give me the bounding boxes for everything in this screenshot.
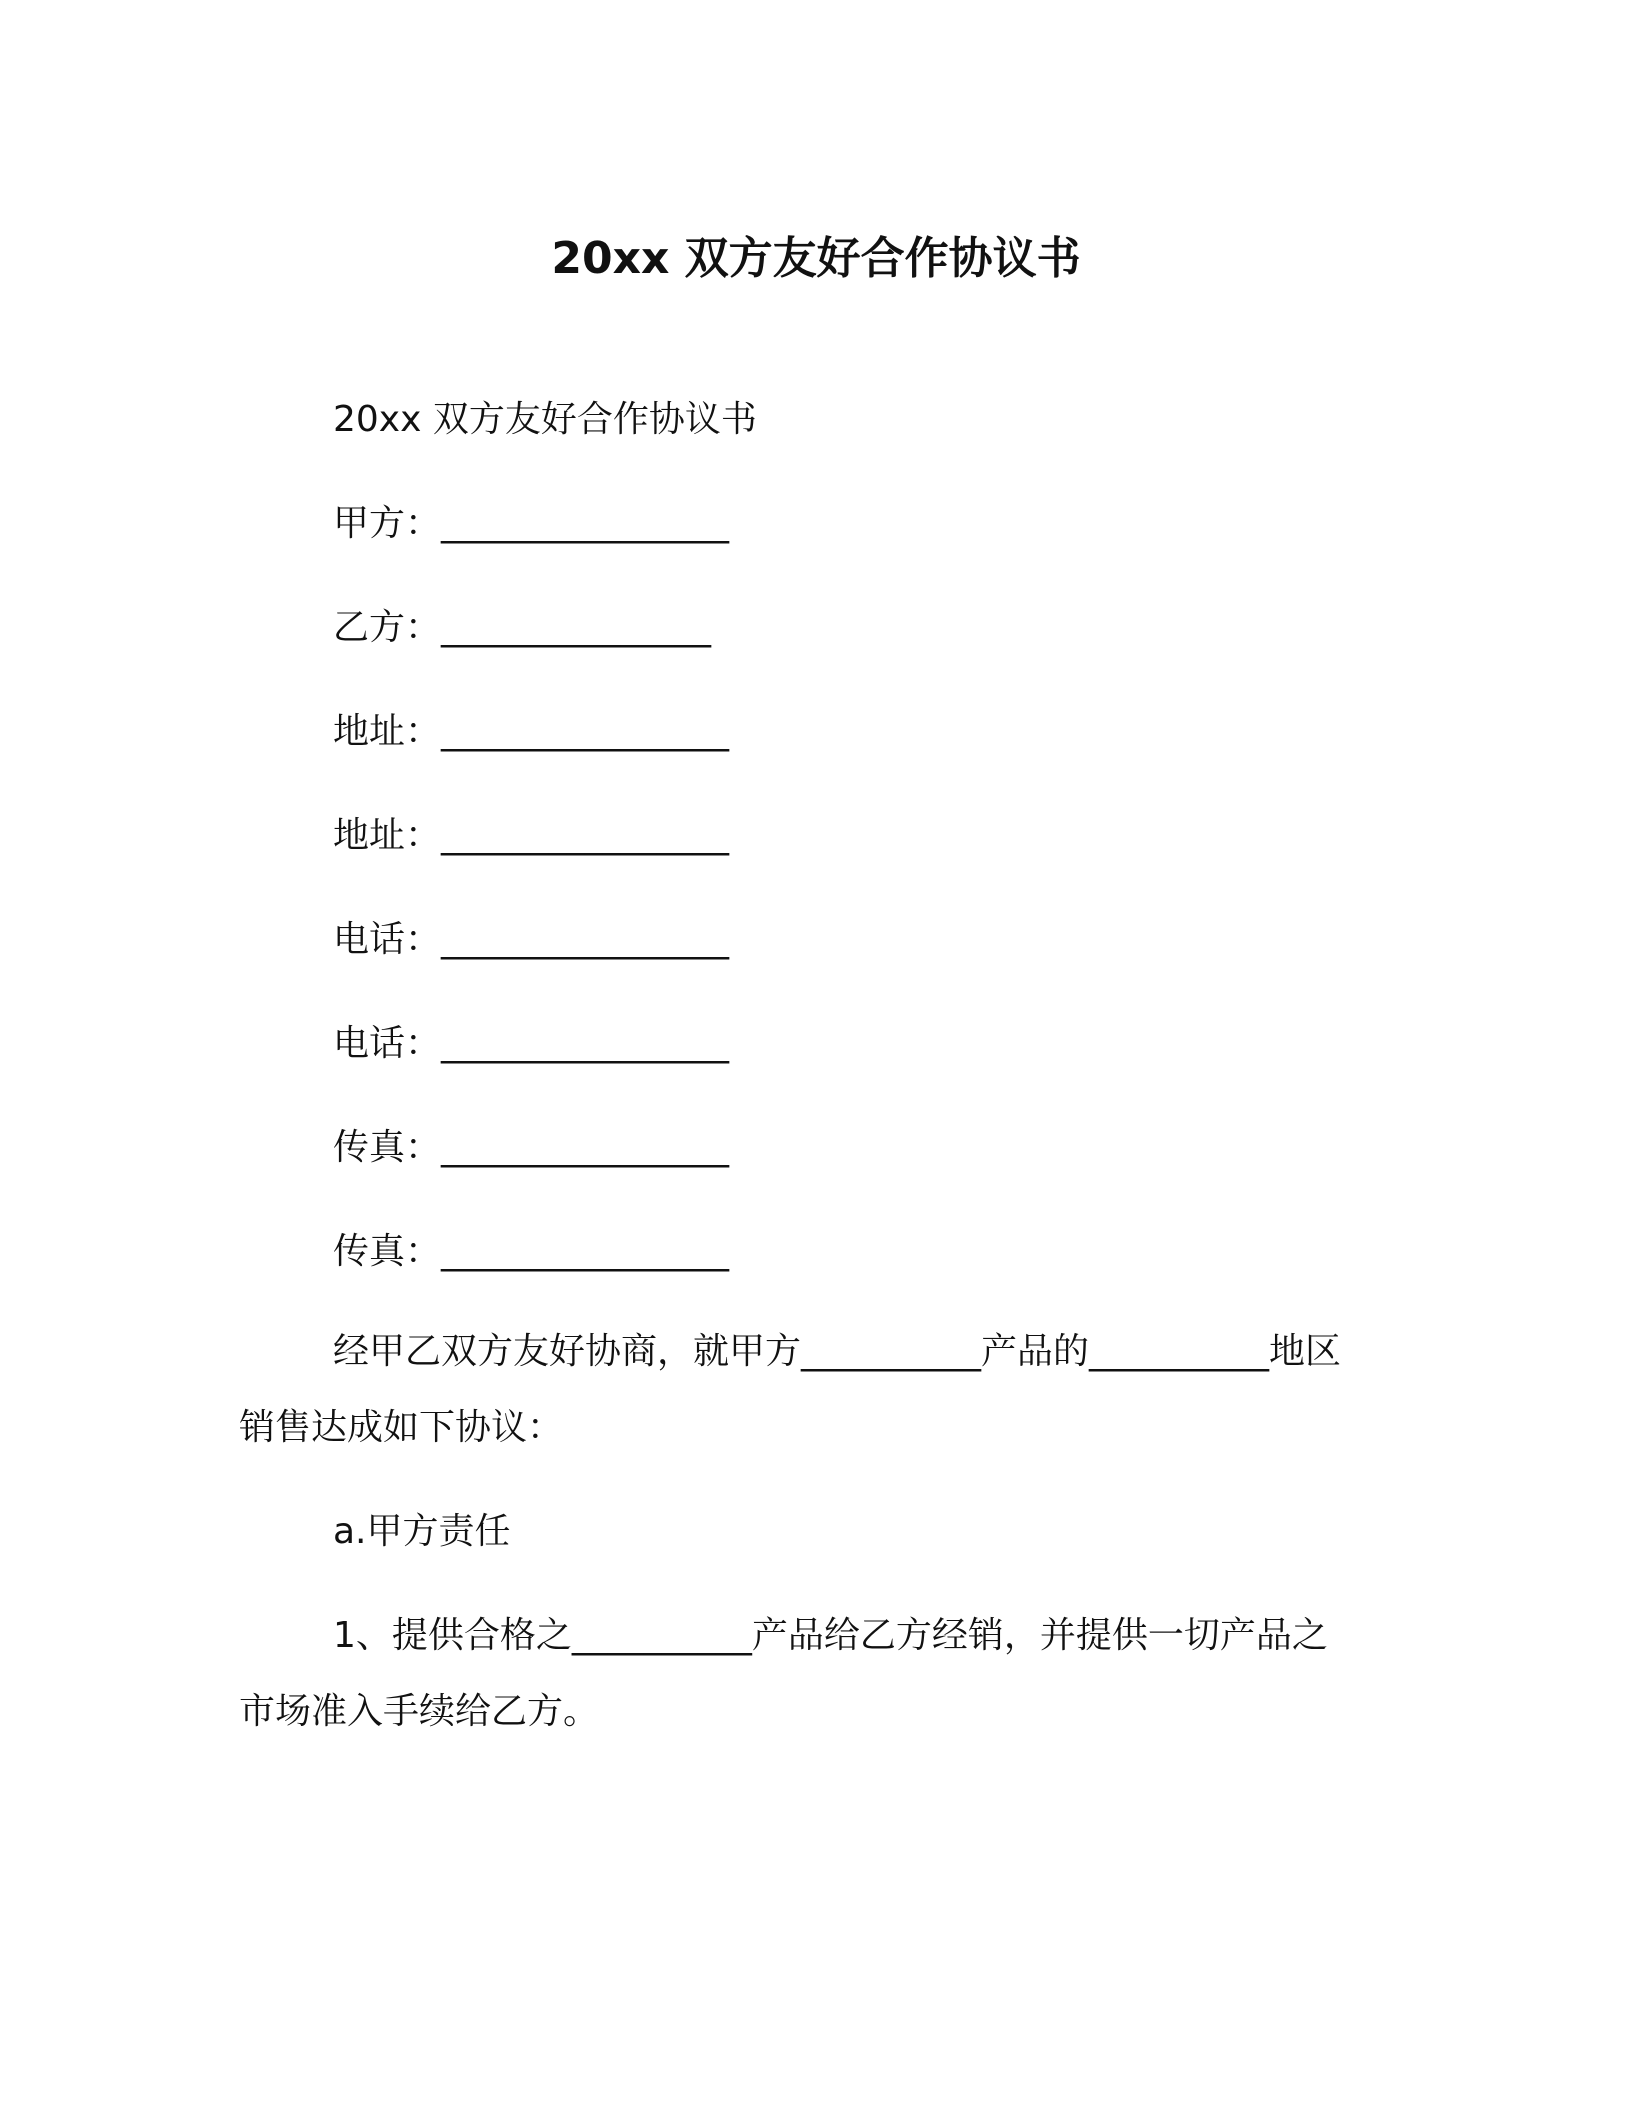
clause-1-line1 (333, 1614, 1328, 1658)
field-label: 地址： (333, 711, 442, 752)
field-party-b (333, 606, 711, 650)
intro-blank: __________ (801, 1331, 982, 1372)
field-blank: ________________ (441, 1023, 730, 1064)
clause-text: 产品给乙方经销，并提供一切产品之 (751, 1615, 1328, 1656)
intro-paragraph-line1 (333, 1330, 1341, 1374)
field-fax-a (333, 1126, 729, 1170)
field-blank: ________________ (441, 503, 730, 544)
field-blank: ________________ (441, 815, 730, 856)
clause-1-line2: 市场准入手续给乙方。 (239, 1691, 600, 1732)
document-title: 20xx 双方友好合作协议书 (551, 233, 1081, 284)
field-phone-b (333, 1022, 729, 1066)
document-subtitle: 20xx 双方友好合作协议书 (333, 399, 757, 440)
field-label: 传真： (333, 1127, 442, 1168)
field-label: 传真： (333, 1231, 442, 1272)
field-blank: ________________ (441, 1231, 730, 1272)
intro-text: 经甲乙双方友好协商，就甲方 (333, 1331, 802, 1372)
field-label: 甲方： (333, 503, 442, 544)
clause-text: 1、提供合格之 (333, 1615, 572, 1656)
field-address-a (333, 710, 729, 754)
field-label: 电话： (333, 1023, 442, 1064)
field-fax-b (333, 1230, 729, 1274)
field-label: 电话： (333, 919, 442, 960)
field-party-a (333, 502, 729, 546)
intro-paragraph-line2: 销售达成如下协议： (239, 1407, 564, 1448)
field-blank: ________________ (441, 919, 730, 960)
field-blank: ________________ (441, 711, 730, 752)
field-blank: _______________ (441, 607, 712, 648)
intro-text: 地区 (1269, 1331, 1342, 1372)
intro-text: 产品的 (981, 1331, 1090, 1372)
clause-blank: __________ (571, 1615, 752, 1656)
field-blank: ________________ (441, 1127, 730, 1168)
intro-blank: __________ (1089, 1331, 1270, 1372)
section-heading: a.甲方责任 (333, 1511, 511, 1552)
field-phone-a (333, 918, 729, 962)
field-label: 乙方： (333, 607, 442, 648)
field-address-b (333, 814, 729, 858)
field-label: 地址： (333, 815, 442, 856)
